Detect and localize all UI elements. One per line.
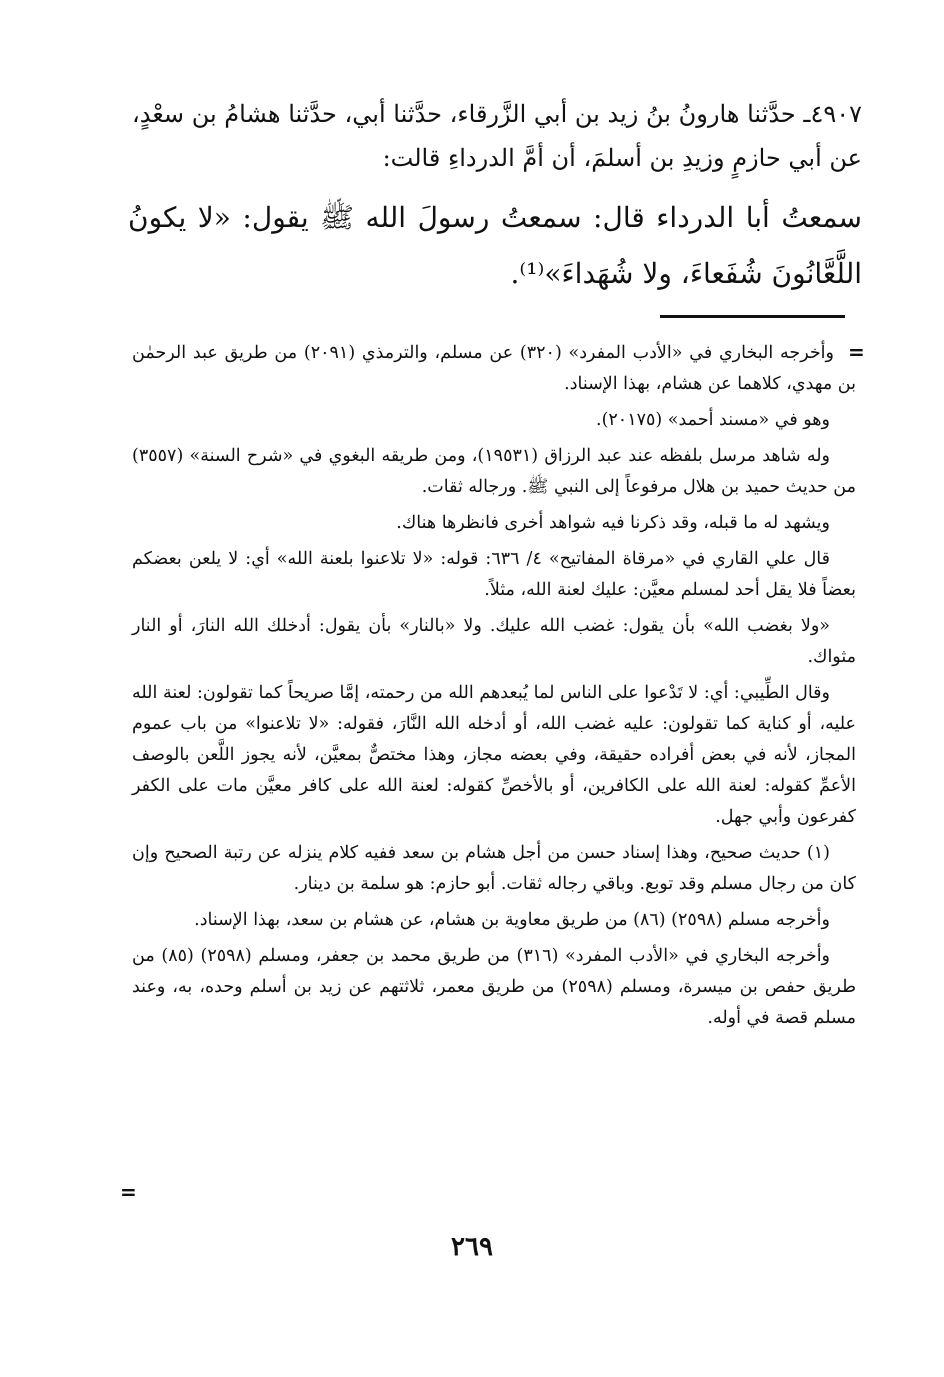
- footnote-paragraph: وأخرجه البخاري في «الأدب المفرد» (٣٢٠) عن مسلم، والترمذي (٢٠٩١) من طريق عبد الرحمٰن بن مهدي، كلاهما عن هشام، بهذا الإسناد.: [132, 343, 856, 394]
- footnote-paragraph: «ولا بغضب الله» بأن يقول: غضب الله عليك. ولا «بالنار» بأن يقول: أدخلك الله النارَ، أو النار مثواك.: [132, 616, 856, 667]
- isnad-text: ٤٩٠٧ـ حدَّثنا هارونُ بنُ زيد بن أبي الزَّرقاء، حدَّثنا أبي، حدَّثنا هشامُ بن سعْدٍ، عن أبي حازمٍ وزيدِ بن أسلمَ، أن أمَّ الدرداءِ قالت:: [132, 100, 862, 172]
- footnote-paragraph: وهو في «مسند أحمد» (٢٠١٧٥).: [596, 410, 830, 430]
- footnote-paragraph: وأخرجه البخاري في «الأدب المفرد» (٣١٦) من طريق محمد بن جعفر، ومسلم (٢٥٩٨) (٨٥) من طريق حفص بن ميسرة، ومسلم (٢٥٩٨) من طريق معمر، ثلاثتهم عن زيد بن أسلم وحده، به، وعند مسلم قصة في أوله.: [132, 946, 856, 1028]
- footnote-separator: [660, 315, 845, 318]
- footnote-paragraph: وأخرجه مسلم (٢٥٩٨) (٨٦) من طريق معاوية بن هشام، عن هشام بن سعد، بهذا الإسناد.: [194, 910, 830, 930]
- page-number: ٢٦٩: [451, 1232, 493, 1262]
- hadith-matn: [128, 190, 862, 302]
- footnotes: [132, 338, 856, 1039]
- continuation-mark-top: =: [848, 340, 865, 364]
- footnote-paragraph: وقال الطِّيبي: أي: لا تَدْعوا على الناس لما يُبعدهم الله من رحمته، إمَّا صريحاً كما تقولون: لعنة الله عليه، أو كناية كما تقولون: عليه غضب الله، أو أدخله الله النَّارَ، فقوله: «لا تلاعنوا» من باب عموم المجاز، لأنه في بعض أفراده حقيقة، وفي بعضه مجاز، وهذا مختصٌّ بمعيَّن، لأنه يجوز اللَّعن بالوصف الأعمِّ كقوله: لعنة الله على الكافرين، أو بالأخصِّ كقوله: لعنة الله على كافر معيَّن مات على الكفر كفرعون وأبي جهل.: [132, 683, 856, 827]
- hadith-isnad: [132, 92, 862, 180]
- footnote-paragraph: قال علي القاري في «مرقاة المفاتيح» ٤/ ٦٣٦: قوله: «لا تلاعنوا بلعنة الله» أي: لا يلعن بعضكم بعضاً فلا يقل أحد لمسلم معيَّن: عليك لعنة الله، مثلاً.: [132, 549, 856, 600]
- footnote-note-1: (١) حديث صحيح، وهذا إسناد حسن من أجل هشام بن سعد ففيه كلام ينزله عن رتبة الصحيح وإن كان من رجال مسلم وقد توبع. وباقي رجاله ثقات. أبو حازم: هو سلمة بن دينار.: [132, 843, 856, 894]
- matn-text: سمعتُ أبا الدرداء قال: سمعتُ رسولَ الله ﷺ يقول: «لا يكونُ اللَّعَّانُونَ شُفَعاءَ، ولا شُهَداءَ»⁽¹⁾.: [128, 201, 862, 290]
- footnote-paragraph: ويشهد له ما قبله، وقد ذكرنا فيه شواهد أخرى فانظرها هناك.: [396, 513, 830, 533]
- footnote-paragraph: وله شاهد مرسل بلفظه عند عبد الرزاق (١٩٥٣١)، ومن طريقه البغوي في «شرح السنة» (٣٥٥٧) من حديث حميد بن هلال مرفوعاً إلى النبي ﷺ. ورجاله ثقات.: [132, 446, 856, 497]
- continuation-mark-bottom: =: [120, 1180, 137, 1204]
